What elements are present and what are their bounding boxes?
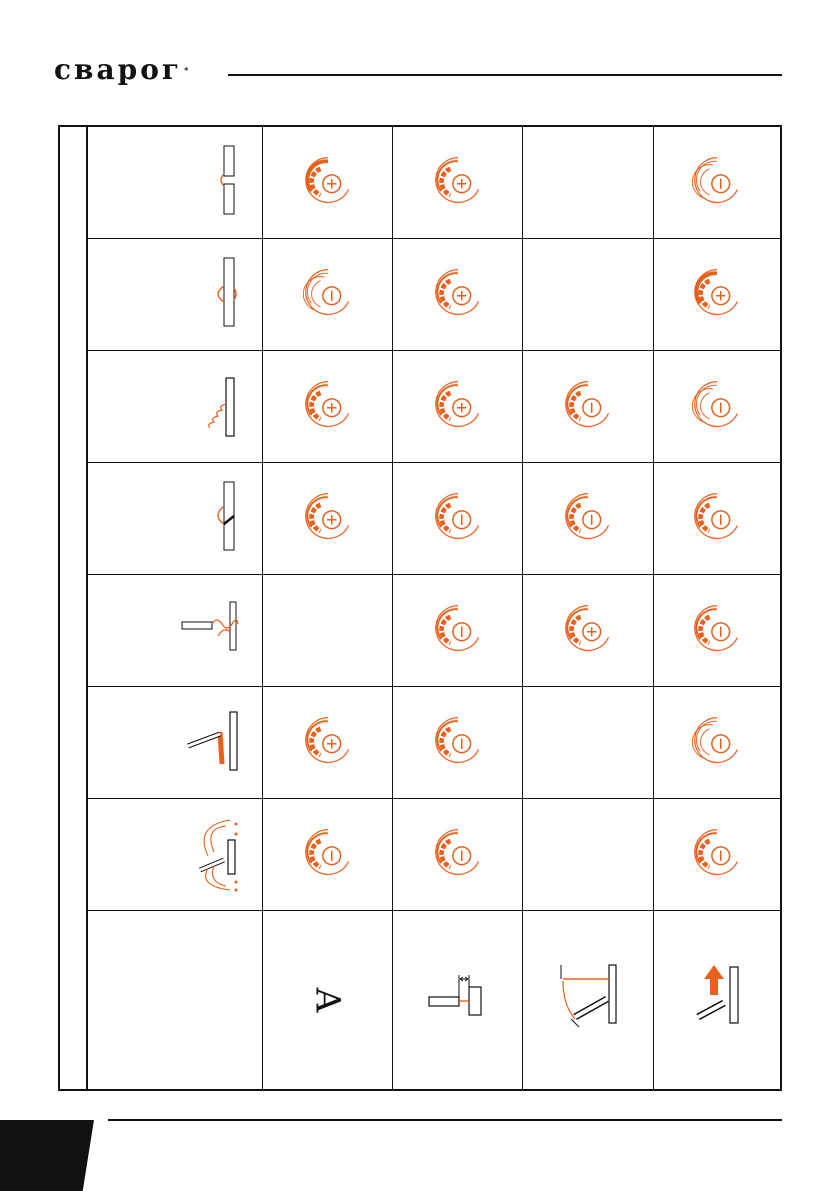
legend-cell [654,911,780,1089]
position-cell [88,239,263,351]
table-cell [654,799,780,911]
table-cell [654,687,780,799]
current-icon: A [307,987,348,1013]
table-cell [393,351,523,463]
plus-setting-icon [300,488,356,549]
plus-setting-icon [300,376,356,437]
plus-setting-icon [689,264,745,325]
table-cell [523,575,654,687]
plus-setting-icon [430,264,486,325]
position-cell [88,687,263,799]
position-cell [88,127,263,239]
table-cell [393,687,523,799]
table-cell [654,463,780,575]
footer-rule [108,1119,782,1121]
table-cell [523,463,654,575]
minus-setting-icon [300,264,356,325]
table-cell [654,127,780,239]
table-cell [654,239,780,351]
minus-setting-icon [689,712,745,773]
minus-setting-icon [430,824,486,885]
weave-pattern-icon [174,812,244,897]
minus-setting-icon [300,824,356,885]
minus-setting-icon [430,600,486,661]
table-cell [263,127,393,239]
plus-setting-icon [560,600,616,661]
table-cell [393,575,523,687]
butt-joint-vertical-icon [174,140,244,225]
position-cell [88,799,263,911]
legend-label-cell [88,911,263,1089]
table-cell [523,127,654,239]
table-grid [88,127,780,1089]
butt-joint-angled-icon [174,476,244,561]
table-cell [263,575,393,687]
fillet-weave-icon [174,364,244,449]
minus-setting-icon [560,488,616,549]
table-cell [523,239,654,351]
table-cell [263,799,393,911]
butt-joint-flat-icon [174,252,244,337]
brand-logo: сварог * [54,53,192,86]
table-cell [393,463,523,575]
table-cell [523,799,654,911]
minus-setting-icon [560,376,616,437]
table-cell [263,239,393,351]
plus-setting-icon [430,376,486,437]
table-cell [654,575,780,687]
table-cell [263,351,393,463]
page-number-tab [0,1120,94,1191]
position-cell [88,575,263,687]
table-cell [263,463,393,575]
minus-setting-icon [689,824,745,885]
position-cell [88,351,263,463]
plus-setting-icon [430,152,486,213]
table-cell [523,687,654,799]
minus-setting-icon [689,152,745,213]
overhead-electrode-icon [174,588,244,673]
table-cell [393,127,523,239]
table-cell [393,799,523,911]
plus-setting-icon [300,152,356,213]
minus-setting-icon [430,712,486,773]
legend-cell [393,911,523,1089]
table-cell [654,351,780,463]
header-rule [228,74,782,76]
arc-length-icon [413,953,503,1048]
minus-setting-icon [689,488,745,549]
travel-direction-icon [672,953,762,1048]
inclined-electrode-icon [174,700,244,785]
legend-cell [523,911,654,1089]
table-cell [263,687,393,799]
minus-setting-icon [430,488,486,549]
table-cell [393,239,523,351]
electrode-angle-icon [543,953,633,1048]
legend-cell [263,911,393,1089]
table-cell [523,351,654,463]
minus-setting-icon [689,600,745,661]
minus-setting-icon [689,376,745,437]
position-cell [88,463,263,575]
plus-setting-icon [300,712,356,773]
